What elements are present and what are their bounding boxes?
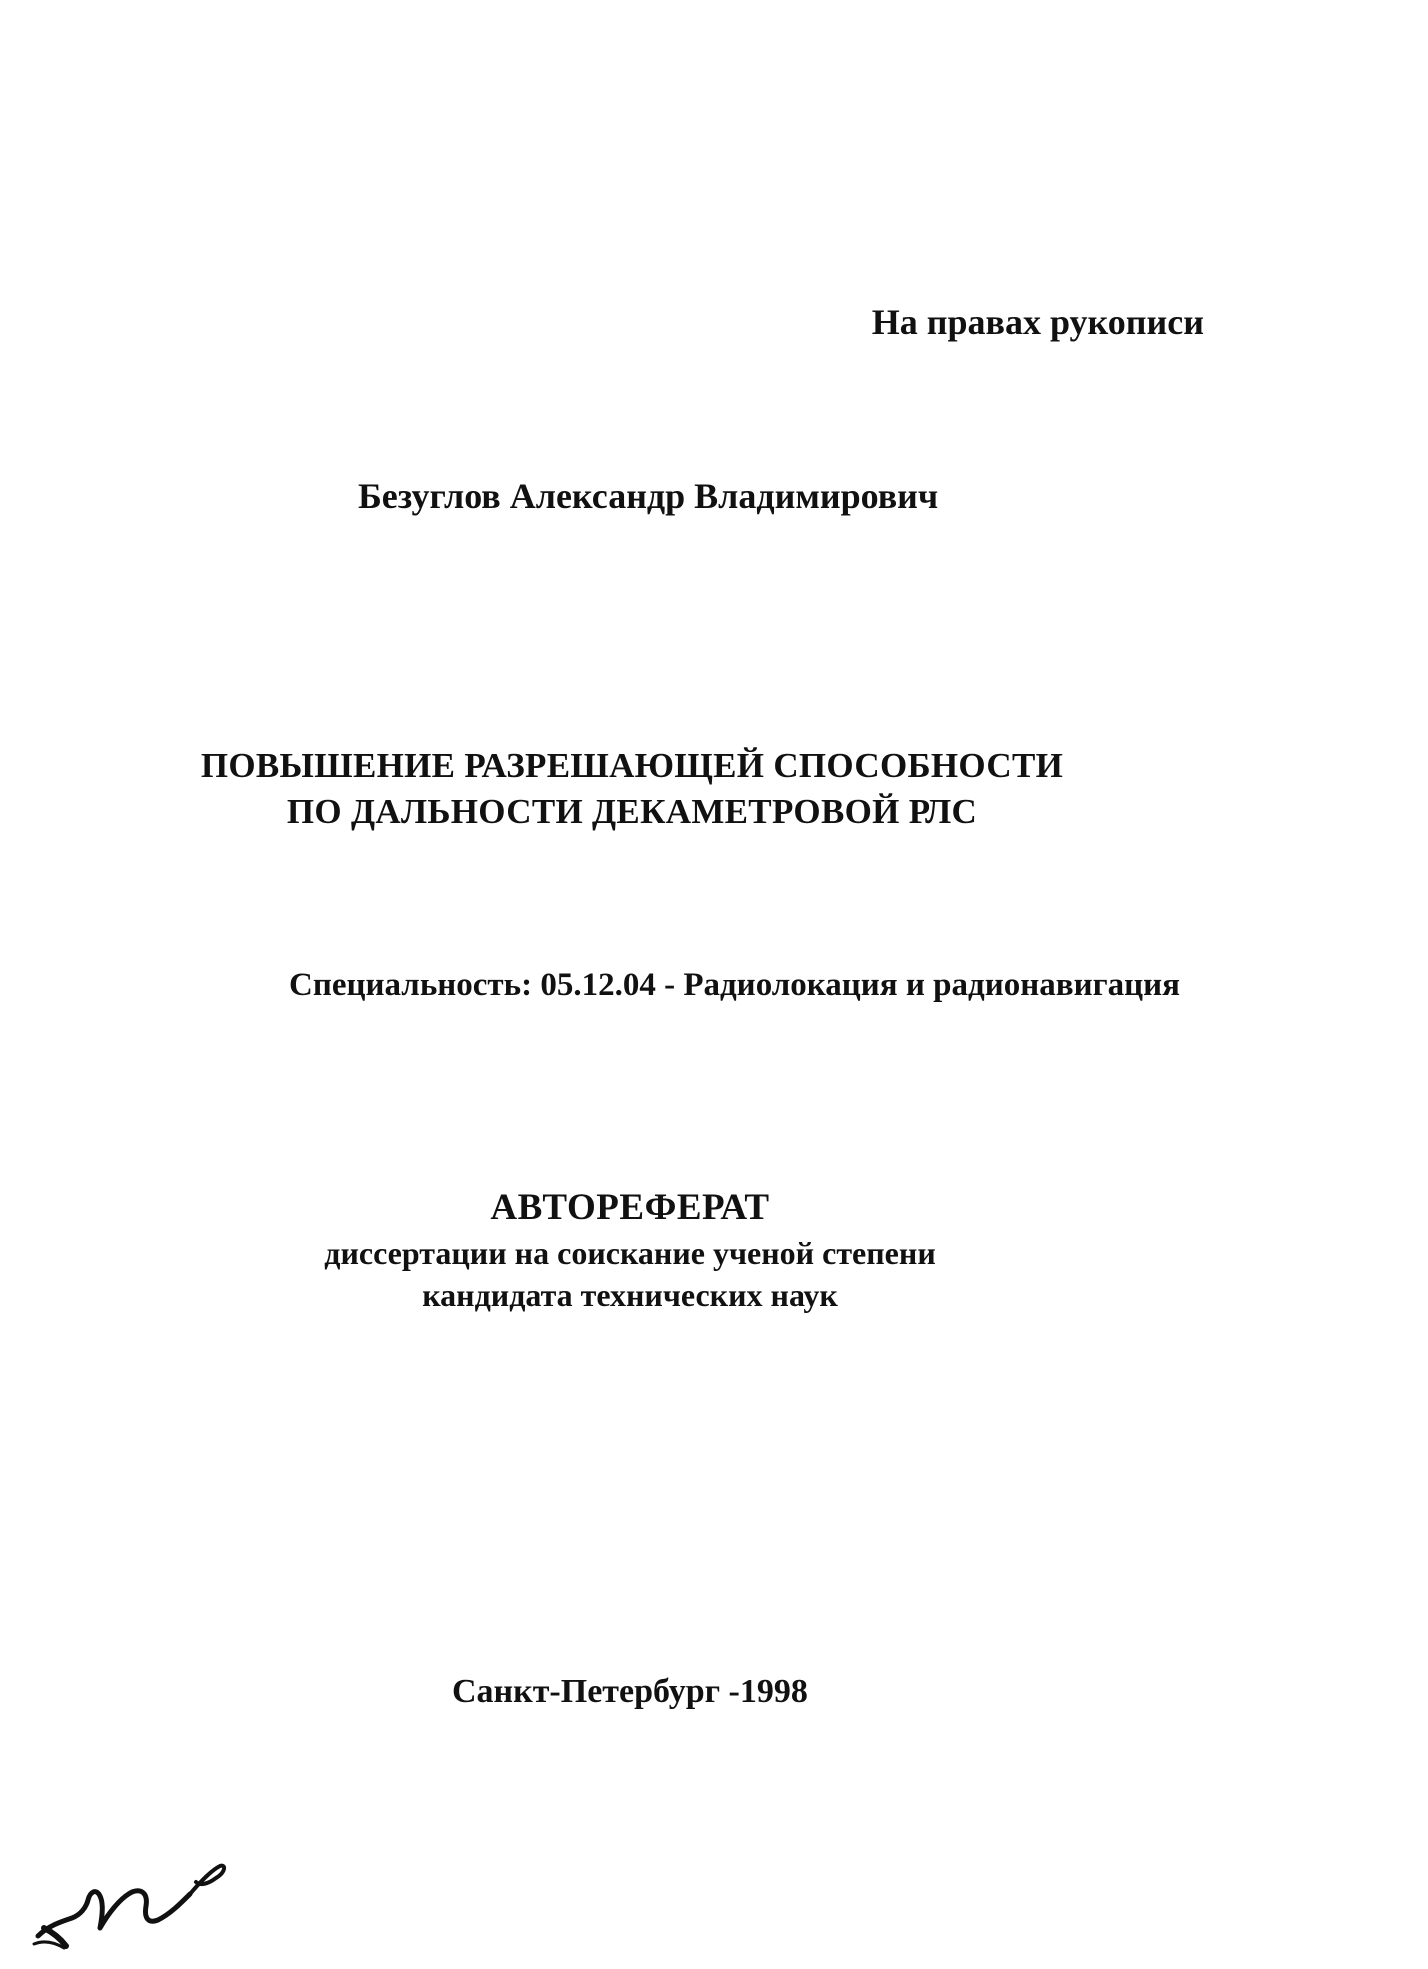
degree-line-1: диссертации на соискание ученой степени [324, 1235, 936, 1271]
dissertation-title [160, 743, 1104, 835]
document-type-block [280, 1184, 980, 1316]
specialty-line: Специальность: 05.12.04 - Радиолокация и радионавигация [289, 967, 1180, 1003]
document-type-heading: АВТОРЕФЕРАТ [490, 1187, 770, 1228]
degree-line-2: кандидата технических наук [422, 1277, 838, 1313]
manuscript-note: На правах рукописи [871, 302, 1204, 342]
handwritten-signature [30, 1848, 230, 1958]
title-line-1: ПОВЫШЕНИЕ РАЗРЕШАЮЩЕЙ СПОСОБНОСТИ [200, 746, 1064, 785]
title-line-2: ПО ДАЛЬНОСТИ ДЕКАМЕТРОВОЙ РЛС [286, 792, 978, 831]
author-name: Безуглов Александр Владимирович [358, 476, 939, 516]
city-year: Санкт-Петербург -1998 [452, 1673, 808, 1710]
